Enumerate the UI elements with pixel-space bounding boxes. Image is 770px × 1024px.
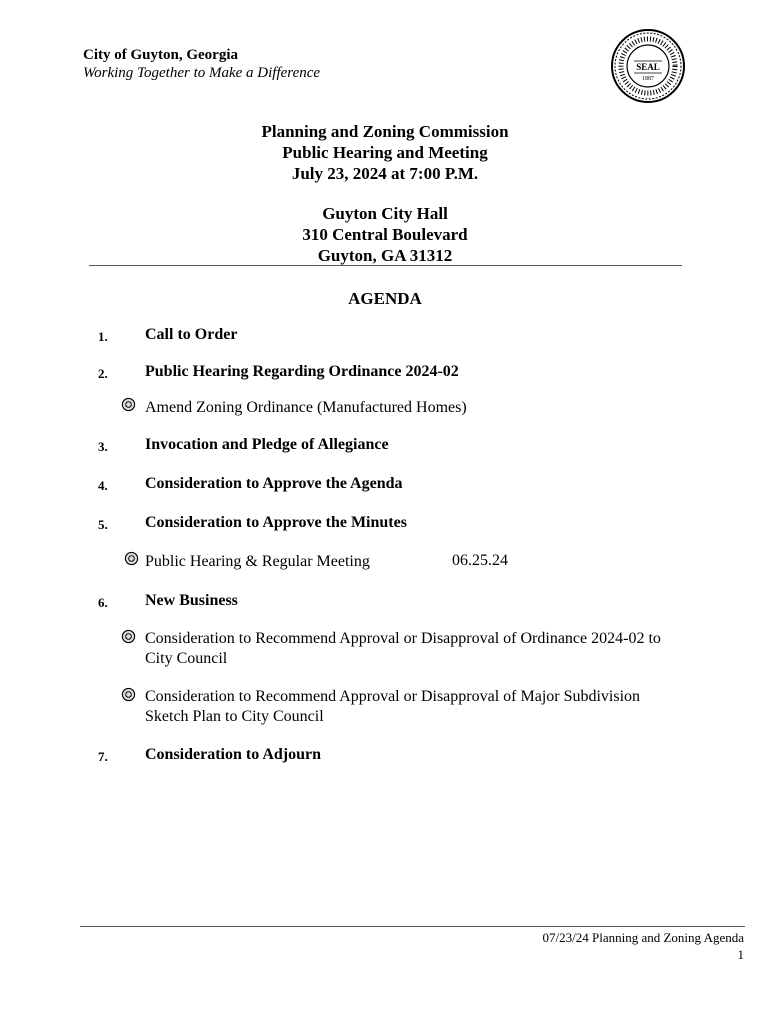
agenda-subitem: Amend Zoning Ordinance (Manufactured Homes) xyxy=(145,399,467,416)
agenda-item: Call to Order xyxy=(145,326,238,343)
item-number: 2. xyxy=(98,366,108,381)
agenda-item: New Business xyxy=(145,592,238,609)
item-number: 7. xyxy=(98,749,108,764)
city-name: City of Guyton, Georgia xyxy=(83,47,238,63)
agenda-item: Consideration to Approve the Minutes xyxy=(145,514,407,531)
location-street: 310 Central Boulevard xyxy=(302,225,468,244)
location-name: Guyton City Hall xyxy=(322,204,448,223)
svg-text:1887: 1887 xyxy=(642,76,654,82)
meeting-title-line1: Planning and Zoning Commission xyxy=(261,122,509,141)
item-number: 4. xyxy=(98,478,108,493)
meeting-location xyxy=(0,203,770,266)
agenda-item: Consideration to Approve the Agenda xyxy=(145,475,403,492)
bullet-icon xyxy=(121,397,136,412)
item-number: 1. xyxy=(98,329,108,344)
agenda-subitem: Consideration to Recommend Approval or Disapproval of Ordinance 2024-02 to City Council xyxy=(145,630,661,667)
bullet-icon xyxy=(124,551,139,566)
location-city: Guyton, GA 31312 xyxy=(317,246,453,265)
meeting-title xyxy=(0,121,770,184)
city-seal-logo xyxy=(610,28,686,104)
header-divider xyxy=(89,265,682,266)
agenda-heading: AGENDA xyxy=(348,289,422,308)
item-number: 5. xyxy=(98,517,108,532)
bullet-icon xyxy=(121,629,136,644)
page-number: 1 xyxy=(737,947,744,962)
meeting-title-line2: Public Hearing and Meeting xyxy=(282,143,488,162)
minutes-date: 06.25.24 xyxy=(452,552,508,569)
agenda-subitem: Public Hearing & Regular Meeting xyxy=(145,553,370,570)
agenda-subitem: Consideration to Recommend Approval or Disapproval of Major Subdivision Sketch Plan to City Council xyxy=(145,688,641,725)
item-number: 6. xyxy=(98,595,108,610)
item-number: 3. xyxy=(98,439,108,454)
footer-divider xyxy=(80,926,745,927)
svg-text:SEAL: SEAL xyxy=(636,62,660,72)
footer-text: 07/23/24 Planning and Zoning Agenda xyxy=(542,930,744,945)
agenda-item: Public Hearing Regarding Ordinance 2024-02 xyxy=(145,363,459,380)
bullet-icon xyxy=(121,687,136,702)
agenda-item: Consideration to Adjourn xyxy=(145,746,322,763)
agenda-item: Invocation and Pledge of Allegiance xyxy=(145,436,389,453)
meeting-date: July 23, 2024 at 7:00 P.M. xyxy=(291,164,479,183)
city-tagline: Working Together to Make a Difference xyxy=(83,65,321,81)
